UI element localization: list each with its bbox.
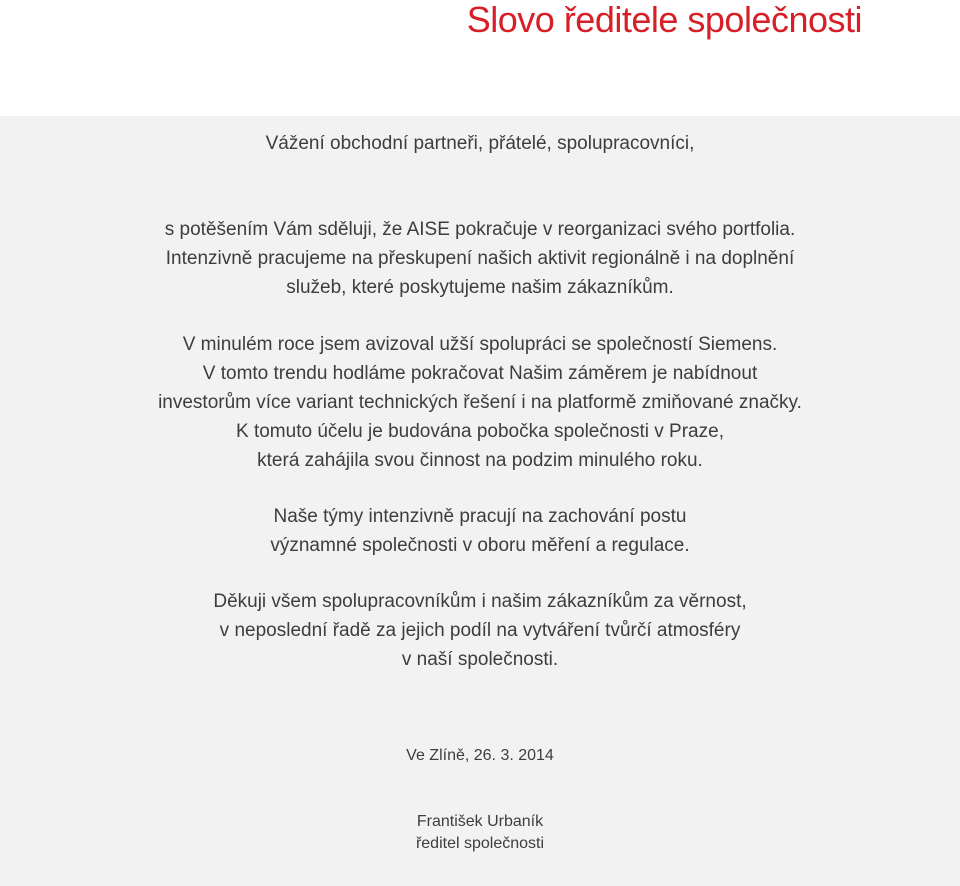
signature-role: ředitel společnosti: [415, 835, 545, 852]
letter-header: [0, 0, 960, 116]
paragraph-line: Děkuji všem spolupracovníkům i našim zákazníkům za věrnost,: [213, 591, 747, 612]
paragraph-line: Naše týmy intenzivně pracují na zachování postu: [273, 506, 687, 527]
paragraph-line: Intenzivně pracujeme na přeskupení našich aktivit regionálně i na doplnění: [165, 248, 795, 269]
paragraph-line: K tomuto účelu je budována pobočka společnosti v Praze,: [236, 421, 724, 442]
paragraph-line: významné společnosti v oboru měření a regulace.: [270, 535, 690, 556]
paragraph-line: v naší společnosti.: [401, 649, 559, 670]
paragraph-line: v neposlední řadě za jejich podíl na vytváření tvůrčí atmosféry: [219, 620, 741, 641]
paragraph-line: V minulém roce jsem avizoval užší spolupráci se společností Siemens.: [182, 334, 778, 355]
paragraph-line: investorům více variant technických řešení i na platformě zmiňované značky.: [158, 392, 802, 413]
paragraph-line: s potěšením Vám sděluji, že AISE pokračuje v reorganizaci svého portfolia.: [164, 219, 796, 240]
paragraph-line: služeb, které poskytujeme našim zákazníkům.: [286, 277, 674, 298]
paragraph-line: která zahájila svou činnost na podzim minulého roku.: [257, 450, 703, 471]
greeting: Vážení obchodní partneři, přátelé, spolupracovníci,: [265, 133, 695, 154]
place-date: Ve Zlíně, 26. 3. 2014: [406, 747, 554, 764]
paragraph-line: V tomto trendu hodláme pokračovat Našim záměrem je nabídnout: [202, 363, 758, 384]
page-title: Slovo ředitele společnosti: [466, 0, 862, 40]
signature-name: František Urbaník: [416, 813, 544, 830]
